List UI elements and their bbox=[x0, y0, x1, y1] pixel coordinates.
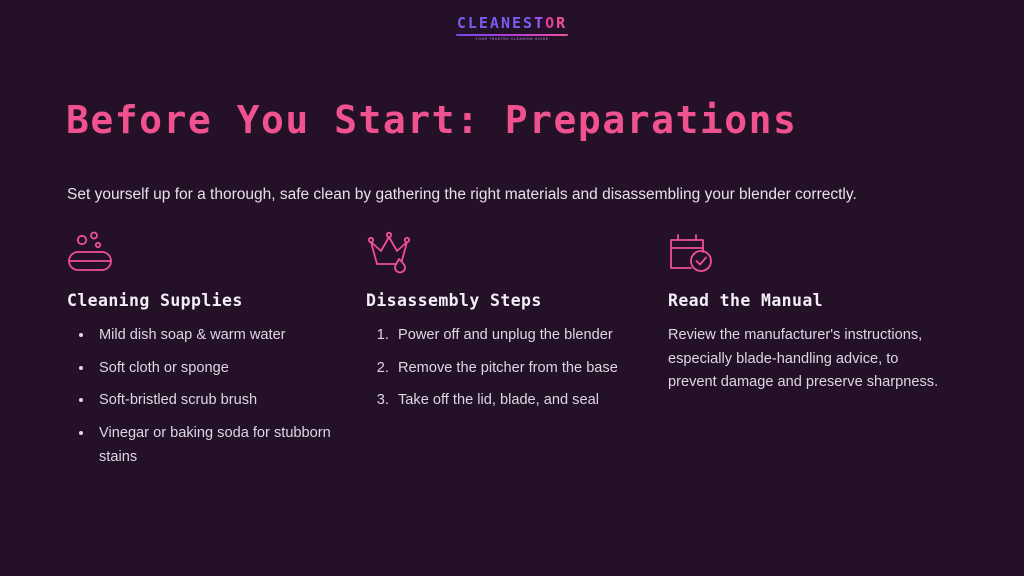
column-heading: Cleaning Supplies bbox=[67, 291, 243, 310]
brand-wordmark bbox=[456, 16, 568, 41]
calendar-check-icon bbox=[668, 226, 941, 274]
list-item: 3. Take off the lid, blade, and seal bbox=[393, 389, 642, 413]
brand-tagline: YOUR TRUSTED CLEANING GUIDE bbox=[475, 37, 549, 41]
read-the-manual-text: Review the manufacturer's instructions, especially blade-handling advice, to prevent damage and preserve sharpness. bbox=[667, 327, 939, 391]
column-cleaning-supplies bbox=[67, 226, 366, 478]
list-item: 1. Power off and unplug the blender bbox=[393, 324, 642, 348]
list-item: • Vinegar or baking soda for stubborn stains bbox=[94, 422, 340, 469]
list-item: 2. Remove the pitcher from the base bbox=[393, 357, 642, 381]
crown-icon bbox=[366, 226, 642, 274]
column-heading: Disassembly Steps bbox=[366, 291, 542, 310]
brand-logo bbox=[0, 16, 1024, 45]
column-heading: Read the Manual bbox=[667, 291, 823, 310]
cleaning-supplies-list bbox=[67, 324, 340, 469]
page-subtitle: Set yourself up for a thorough, safe clean by gathering the right materials and disassembling your blender correctly. bbox=[67, 186, 857, 203]
column-read-the-manual bbox=[668, 226, 967, 478]
content-columns bbox=[67, 226, 967, 478]
brand-part-3: O bbox=[545, 14, 557, 32]
brand-part-1: CLEANES bbox=[456, 14, 535, 32]
disassembly-steps-list bbox=[366, 324, 642, 413]
page-title: Before You Start: Preparations bbox=[66, 98, 798, 142]
soap-bar-bubbles-icon bbox=[67, 226, 340, 274]
brand-underline bbox=[456, 34, 568, 36]
list-item: • Soft-bristled scrub brush bbox=[94, 389, 340, 413]
brand-part-4: R bbox=[556, 14, 568, 32]
list-item: • Soft cloth or sponge bbox=[94, 357, 340, 381]
brand-part-2: T bbox=[534, 14, 546, 32]
list-item: • Mild dish soap & warm water bbox=[94, 324, 340, 348]
column-disassembly-steps bbox=[366, 226, 668, 478]
